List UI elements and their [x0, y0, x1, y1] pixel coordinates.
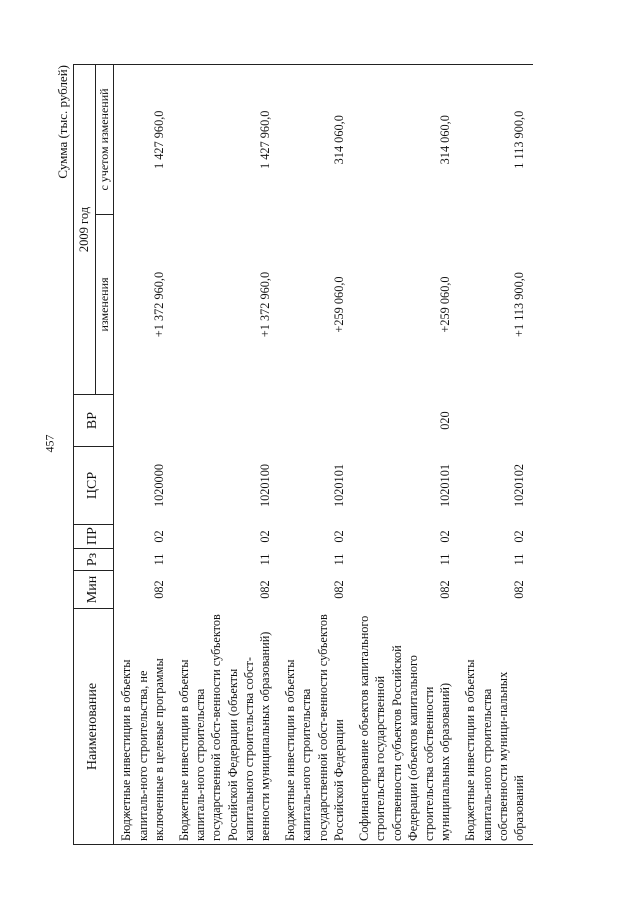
- table-row: [353, 64, 459, 844]
- row-with-changes: 1 427 960,0: [114, 64, 173, 214]
- row-name: Бюджетные инвестиции в объекты капиталь-ного строительства, не включенные в целевые программы: [114, 609, 173, 845]
- row-rz: 11: [331, 553, 346, 566]
- header-vr: ВР: [74, 395, 114, 447]
- row-min: 082: [258, 580, 273, 599]
- row-with-changes: 314 060,0: [279, 64, 353, 214]
- row-rz: 11: [438, 553, 453, 566]
- row-vr: [173, 395, 279, 447]
- row-rz: 11: [258, 553, 273, 566]
- budget-table: [73, 64, 533, 845]
- row-change: +259 060,0: [331, 276, 346, 333]
- row-min: 082: [151, 580, 166, 599]
- row-name: Бюджетные инвестиции в объекты капиталь-ного строительства государственной собст-венности субъектов Российской Федерации: [279, 609, 353, 845]
- header-pr: ПР: [74, 525, 114, 549]
- row-pr: 02: [438, 530, 453, 543]
- header-year: 2009 год: [74, 64, 96, 394]
- page-number: 457: [42, 434, 57, 453]
- budget-table-page: [55, 65, 595, 845]
- row-name: Бюджетные инвестиции в объекты капиталь-ного строительства собственности муници-пальных образований: [459, 609, 533, 845]
- row-rz: 11: [151, 553, 166, 566]
- row-vr: [459, 395, 533, 447]
- row-rz: 11: [512, 553, 527, 566]
- row-name: Софинансирование объектов капитального строительства государственной собственности субъектов Российской Федерации (объектов капитального строительства собственности муниципальных образований): [353, 609, 459, 845]
- table-header: [74, 64, 114, 844]
- header-with-changes: с учетом изменений: [95, 64, 114, 214]
- row-csr: 1020101: [438, 463, 453, 508]
- table-row: [173, 64, 279, 844]
- row-change: +1 372 960,0: [258, 271, 273, 338]
- row-csr: 1020102: [512, 463, 527, 508]
- row-min: 082: [331, 580, 346, 599]
- header-name: Наименование: [74, 609, 114, 845]
- row-with-changes: 1 113 900,0: [459, 64, 533, 214]
- table-row: [114, 64, 173, 844]
- row-min: 082: [512, 580, 527, 599]
- row-min: 082: [438, 580, 453, 599]
- table-row: [459, 64, 533, 844]
- row-change: +259 060,0: [438, 276, 453, 333]
- row-vr: 020: [438, 411, 453, 430]
- row-pr: 02: [258, 530, 273, 543]
- row-change: +1 113 900,0: [512, 272, 527, 337]
- table-row: [279, 64, 353, 844]
- units-caption: Сумма (тыс. рублей): [55, 65, 70, 179]
- row-csr: 1020000: [151, 463, 166, 508]
- header-change: изменения: [95, 215, 114, 395]
- header-csr: ЦСР: [74, 447, 114, 525]
- row-pr: 02: [331, 530, 346, 543]
- row-pr: 02: [151, 530, 166, 543]
- row-with-changes: 314 060,0: [353, 64, 459, 214]
- row-vr: [114, 395, 173, 447]
- row-csr: 1020100: [258, 463, 273, 508]
- row-vr: [279, 395, 353, 447]
- row-name: Бюджетные инвестиции в объекты капиталь-ного строительства государственной собст-венности субъектов Российской Федерации (объекты капитального строительства собст-венности муниципальных образований): [173, 609, 279, 845]
- header-min: Мин: [74, 571, 114, 609]
- row-csr: 1020101: [331, 463, 346, 508]
- row-change: +1 372 960,0: [151, 271, 166, 338]
- row-pr: 02: [512, 530, 527, 543]
- row-with-changes: 1 427 960,0: [173, 64, 279, 214]
- header-rz: Рз: [74, 549, 114, 571]
